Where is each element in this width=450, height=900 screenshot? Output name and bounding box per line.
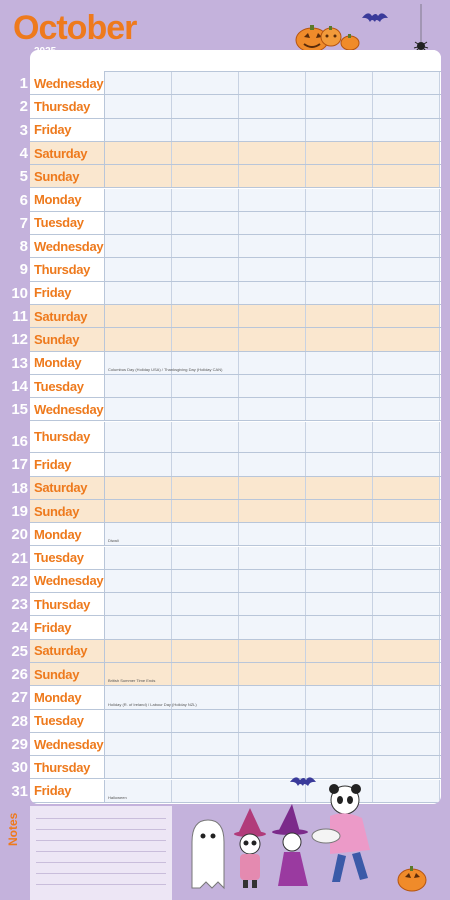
day-name-cell (30, 398, 105, 420)
entry-slot[interactable] (239, 352, 306, 374)
holiday-note: British Summer Time Ends (108, 678, 156, 684)
entry-slot[interactable] (373, 547, 440, 569)
entry-slot[interactable] (373, 165, 440, 187)
entry-slot[interactable] (306, 305, 373, 327)
entry-slot[interactable] (306, 165, 373, 187)
entry-slot[interactable] (373, 72, 440, 94)
entry-slot[interactable] (306, 235, 373, 257)
entry-slot[interactable] (373, 686, 440, 708)
entry-slot[interactable] (306, 212, 373, 234)
day-name-cell (30, 477, 105, 499)
entry-slot[interactable] (306, 547, 373, 569)
witch-child-icon (272, 804, 308, 886)
entry-slot[interactable] (172, 710, 239, 732)
entry-slot[interactable] (105, 212, 172, 234)
entry-slot[interactable] (239, 305, 306, 327)
entry-slot[interactable] (306, 523, 373, 545)
day-row (30, 477, 441, 500)
date-number: 30 (11, 759, 28, 777)
spider-icon (414, 4, 428, 51)
date-number: 11 (12, 308, 28, 325)
day-name: Tuesday (34, 215, 84, 231)
day-name-cell (30, 258, 105, 280)
entry-slot[interactable] (172, 165, 239, 187)
day-row (30, 235, 441, 258)
entry-slot[interactable] (306, 282, 373, 304)
entry-slot[interactable] (239, 547, 306, 569)
entry-slot[interactable] (239, 570, 306, 592)
day-name: Wednesday (34, 75, 104, 91)
holiday-note: Diwali (108, 538, 119, 544)
notes-line[interactable] (36, 862, 166, 863)
notes-line[interactable] (36, 851, 166, 852)
entry-slot[interactable] (239, 663, 306, 685)
holiday-note: Halloween (108, 794, 127, 800)
date-number: 23 (11, 596, 28, 614)
bat-icon (362, 13, 388, 22)
entry-slot[interactable] (105, 547, 172, 569)
entry-slot[interactable] (306, 710, 373, 732)
entry-slot[interactable] (239, 710, 306, 732)
entry-slot[interactable] (239, 95, 306, 117)
entry-slot[interactable] (105, 328, 172, 350)
notes-line[interactable] (36, 884, 166, 885)
column-header-strip (104, 50, 441, 72)
day-name-cell (30, 593, 105, 615)
entry-slot[interactable] (373, 398, 440, 420)
day-name: Thursday (34, 759, 91, 775)
day-name: Saturday (34, 480, 88, 496)
date-number: 14 (11, 377, 28, 395)
day-row (30, 189, 441, 212)
entry-slot[interactable] (306, 500, 373, 522)
day-row (30, 422, 441, 454)
entry-slot[interactable] (239, 165, 306, 187)
entry-slot[interactable] (105, 142, 172, 164)
day-row (30, 72, 441, 95)
date-number: 16 (11, 433, 28, 450)
day-row (30, 165, 441, 188)
entry-slot[interactable] (306, 258, 373, 280)
entry-slot[interactable] (239, 500, 306, 522)
date-number: 8 (19, 238, 28, 256)
entry-slot[interactable] (306, 189, 373, 211)
entry-slot[interactable] (172, 119, 239, 141)
entry-slot[interactable] (373, 733, 440, 755)
entry-slot[interactable] (239, 189, 306, 211)
day-row (30, 142, 441, 165)
entry-slot[interactable] (373, 500, 440, 522)
entry-slot[interactable] (239, 453, 306, 475)
halloween-characters-illustration (180, 770, 445, 898)
day-name-cell (30, 733, 105, 755)
day-name: Thursday (34, 262, 91, 278)
day-row (30, 305, 441, 328)
entry-slot[interactable] (239, 616, 306, 638)
witch-panda-icon (234, 808, 266, 888)
date-number: 26 (11, 666, 28, 683)
entry-slot[interactable] (172, 72, 239, 94)
entry-slot[interactable] (373, 189, 440, 211)
entry-slot[interactable] (239, 235, 306, 257)
day-row (30, 119, 441, 142)
date-number: 4 (19, 144, 28, 162)
entry-slot[interactable] (105, 640, 172, 662)
date-number: 5 (19, 168, 28, 186)
ghost-child-icon (192, 820, 224, 888)
entry-slot[interactable] (172, 282, 239, 304)
day-name: Sunday (34, 168, 80, 184)
entry-slot[interactable] (306, 570, 373, 592)
entry-slot[interactable] (172, 663, 239, 685)
day-name-cell (30, 212, 105, 234)
entry-slot[interactable] (306, 142, 373, 164)
entry-slot[interactable] (239, 593, 306, 615)
entry-slot[interactable] (239, 733, 306, 755)
entry-slot[interactable] (239, 142, 306, 164)
day-name-cell (30, 570, 105, 592)
entry-slot[interactable] (373, 212, 440, 234)
entry-slot[interactable] (373, 235, 440, 257)
day-row (30, 616, 441, 639)
day-row (30, 328, 441, 351)
entry-slot[interactable] (172, 616, 239, 638)
date-number: 1 (19, 75, 28, 92)
calendar-grid (30, 50, 441, 804)
entry-slot[interactable] (373, 477, 440, 499)
day-name-cell (30, 328, 105, 350)
entry-slot[interactable] (306, 95, 373, 117)
pumpkins-illustration (290, 4, 450, 52)
day-name: Friday (34, 122, 72, 138)
day-name-cell (30, 453, 105, 475)
entry-slot[interactable] (172, 305, 239, 327)
date-number: 9 (19, 261, 28, 279)
entry-slot[interactable] (105, 72, 172, 94)
day-name: Monday (34, 689, 82, 705)
notes-line[interactable] (36, 818, 166, 819)
day-row (30, 547, 441, 570)
date-number: 7 (19, 214, 28, 232)
entry-slot[interactable] (373, 282, 440, 304)
entry-slot[interactable] (373, 258, 440, 280)
entry-slot[interactable] (239, 212, 306, 234)
day-name: Friday (34, 285, 72, 301)
date-number: 3 (19, 121, 28, 139)
entry-slot[interactable] (306, 352, 373, 374)
entry-slot[interactable] (105, 733, 172, 755)
entry-slot[interactable] (172, 593, 239, 615)
entry-slot[interactable] (172, 142, 239, 164)
entry-slot[interactable] (306, 733, 373, 755)
day-name-cell (30, 500, 105, 522)
entry-slot[interactable] (172, 189, 239, 211)
entry-slot[interactable] (172, 95, 239, 117)
entry-slot[interactable] (172, 547, 239, 569)
entry-slot[interactable] (306, 663, 373, 685)
entry-slot[interactable] (306, 328, 373, 350)
day-name: Sunday (34, 503, 80, 519)
entry-slot[interactable] (172, 500, 239, 522)
notes-line[interactable] (36, 840, 166, 841)
day-name: Friday (34, 456, 72, 472)
entry-slot[interactable] (172, 477, 239, 499)
day-name: Wednesday (34, 238, 104, 254)
entry-slot[interactable] (373, 570, 440, 592)
entry-slot[interactable] (239, 72, 306, 94)
day-name: Tuesday (34, 550, 84, 566)
jack-o-lantern-icon (398, 866, 426, 891)
entry-slot[interactable] (105, 165, 172, 187)
date-number: 17 (11, 456, 28, 474)
day-name-cell (30, 422, 105, 453)
day-row (30, 212, 441, 235)
entry-slot[interactable] (373, 352, 440, 374)
day-name-cell (30, 282, 105, 304)
entry-slot[interactable] (239, 258, 306, 280)
entry-slot[interactable] (373, 142, 440, 164)
entry-slot[interactable] (306, 72, 373, 94)
date-number: 20 (11, 526, 28, 544)
day-name-cell (30, 523, 105, 545)
day-name: Tuesday (34, 378, 84, 394)
entry-slot[interactable] (105, 95, 172, 117)
entry-slot[interactable] (239, 686, 306, 708)
day-name-cell (30, 616, 105, 638)
entry-slot[interactable] (373, 710, 440, 732)
day-row (30, 95, 441, 118)
date-number: 19 (11, 502, 28, 520)
entry-slot[interactable] (172, 328, 239, 350)
day-row (30, 453, 441, 476)
entry-slot[interactable] (239, 375, 306, 397)
day-name-cell (30, 663, 105, 685)
day-name: Thursday (34, 98, 91, 114)
notes-box (30, 806, 172, 900)
day-name-cell (30, 119, 105, 141)
day-name: Saturday (34, 643, 88, 659)
date-number: 10 (11, 284, 28, 302)
day-name-cell (30, 352, 105, 374)
entry-slot[interactable] (306, 640, 373, 662)
entry-slot[interactable] (105, 453, 172, 475)
day-name: Tuesday (34, 713, 84, 729)
entry-slot[interactable] (105, 593, 172, 615)
date-number: 12 (11, 331, 28, 349)
entry-slot[interactable] (105, 756, 172, 778)
date-number: 25 (11, 642, 28, 660)
month-title: October (13, 9, 137, 47)
day-name-cell (30, 305, 105, 327)
pumpkin-icon (341, 34, 359, 50)
date-number: 27 (11, 689, 28, 707)
entry-slot[interactable] (105, 119, 172, 141)
date-number: 24 (11, 619, 28, 637)
entry-slot[interactable] (172, 570, 239, 592)
day-name-cell (30, 756, 105, 778)
entry-slot[interactable] (105, 500, 172, 522)
date-number: 28 (11, 712, 28, 730)
entry-slot[interactable] (105, 258, 172, 280)
day-row (30, 398, 441, 421)
entry-slot[interactable] (239, 477, 306, 499)
entry-slot[interactable] (239, 119, 306, 141)
entry-slot[interactable] (172, 235, 239, 257)
entry-slot[interactable] (373, 119, 440, 141)
date-number: 21 (11, 549, 28, 567)
day-name: Monday (34, 526, 82, 542)
day-row (30, 375, 441, 398)
day-name-cell (30, 95, 105, 117)
entry-slot[interactable] (172, 733, 239, 755)
day-name: Sunday (34, 331, 80, 347)
entry-slot[interactable] (172, 640, 239, 662)
holiday-note: Columbus Day (Holiday USA) / Thanksgiving Day (Holiday CAN) (108, 366, 223, 372)
day-name: Saturday (34, 145, 88, 161)
day-name-cell (30, 640, 105, 662)
day-row (30, 593, 441, 616)
date-number: 22 (11, 572, 28, 590)
entry-slot[interactable] (373, 523, 440, 545)
day-name-cell (30, 375, 105, 397)
entry-slot[interactable] (373, 305, 440, 327)
day-name: Monday (34, 192, 82, 208)
day-row (30, 570, 441, 593)
notes-line[interactable] (36, 873, 166, 874)
entry-slot[interactable] (306, 477, 373, 499)
entry-slot[interactable] (373, 422, 440, 453)
day-name-cell (30, 710, 105, 732)
day-row (30, 640, 441, 663)
date-number: 31 (11, 782, 28, 800)
entry-slot[interactable] (373, 593, 440, 615)
date-number: 18 (11, 479, 28, 497)
day-name-cell (30, 72, 105, 94)
entry-slot[interactable] (373, 616, 440, 638)
day-name: Wednesday (34, 573, 104, 589)
entry-slot[interactable] (172, 453, 239, 475)
day-name-cell (30, 165, 105, 187)
day-name: Saturday (34, 308, 88, 324)
day-row (30, 663, 441, 686)
day-name-cell (30, 547, 105, 569)
entry-slot[interactable] (373, 375, 440, 397)
date-number: 29 (11, 735, 28, 753)
entry-slot[interactable] (172, 398, 239, 420)
entry-slot[interactable] (105, 477, 172, 499)
date-number: 2 (19, 98, 28, 116)
entry-slot[interactable] (306, 593, 373, 615)
day-row (30, 258, 441, 281)
day-row (30, 500, 441, 523)
day-name: Sunday (34, 666, 80, 682)
entry-slot[interactable] (306, 375, 373, 397)
day-name: Monday (34, 355, 82, 371)
entry-slot[interactable] (306, 119, 373, 141)
day-name: Thursday (34, 596, 91, 612)
notes-line[interactable] (36, 829, 166, 830)
holiday-note: Holiday (R. of Ireland) / Labour Day (Holiday NZL) (108, 701, 197, 707)
day-name-cell (30, 780, 105, 802)
entry-slot[interactable] (239, 282, 306, 304)
entry-slot[interactable] (172, 212, 239, 234)
entry-slot[interactable] (172, 422, 239, 453)
day-row (30, 523, 441, 546)
entry-slot[interactable] (105, 710, 172, 732)
entry-slot[interactable] (239, 640, 306, 662)
day-name: Wednesday (34, 401, 104, 417)
pumpkin-icon (321, 26, 341, 46)
entry-slot[interactable] (172, 258, 239, 280)
entry-slot[interactable] (373, 640, 440, 662)
day-name-cell (30, 189, 105, 211)
entry-slot[interactable] (105, 189, 172, 211)
day-row (30, 352, 441, 375)
entry-slot[interactable] (105, 375, 172, 397)
day-name: Friday (34, 620, 72, 636)
entry-slot[interactable] (172, 523, 239, 545)
panda-with-candy-bowl-icon (312, 784, 370, 882)
entry-slot[interactable] (105, 616, 172, 638)
date-number: 6 (19, 191, 28, 209)
day-name-cell (30, 142, 105, 164)
entry-slot[interactable] (105, 305, 172, 327)
entry-slot[interactable] (373, 95, 440, 117)
day-name-cell (30, 235, 105, 257)
entry-slot[interactable] (105, 570, 172, 592)
notes-label: Notes (6, 812, 20, 846)
entry-slot[interactable] (306, 686, 373, 708)
day-name: Friday (34, 783, 72, 799)
day-row (30, 710, 441, 733)
entry-slot[interactable] (105, 235, 172, 257)
entry-slot[interactable] (373, 663, 440, 685)
entry-slot[interactable] (105, 282, 172, 304)
date-number: 15 (11, 401, 28, 419)
entry-slot[interactable] (306, 616, 373, 638)
entry-slot[interactable] (105, 422, 172, 453)
bat-icon (290, 777, 316, 786)
entry-slot[interactable] (239, 523, 306, 545)
day-name: Wednesday (34, 736, 104, 752)
entry-slot[interactable] (239, 328, 306, 350)
entry-slot[interactable] (105, 398, 172, 420)
day-name: Thursday (34, 429, 91, 445)
day-row (30, 733, 441, 756)
day-row (30, 282, 441, 305)
entry-slot[interactable] (306, 398, 373, 420)
date-number: 13 (11, 354, 28, 372)
day-row (30, 686, 441, 709)
entry-slot[interactable] (239, 422, 306, 453)
entry-slot[interactable] (172, 375, 239, 397)
entry-slot[interactable] (239, 398, 306, 420)
entry-slot[interactable] (306, 453, 373, 475)
entry-slot[interactable] (373, 453, 440, 475)
entry-slot[interactable] (373, 328, 440, 350)
day-name-cell (30, 686, 105, 708)
entry-slot[interactable] (306, 422, 373, 453)
